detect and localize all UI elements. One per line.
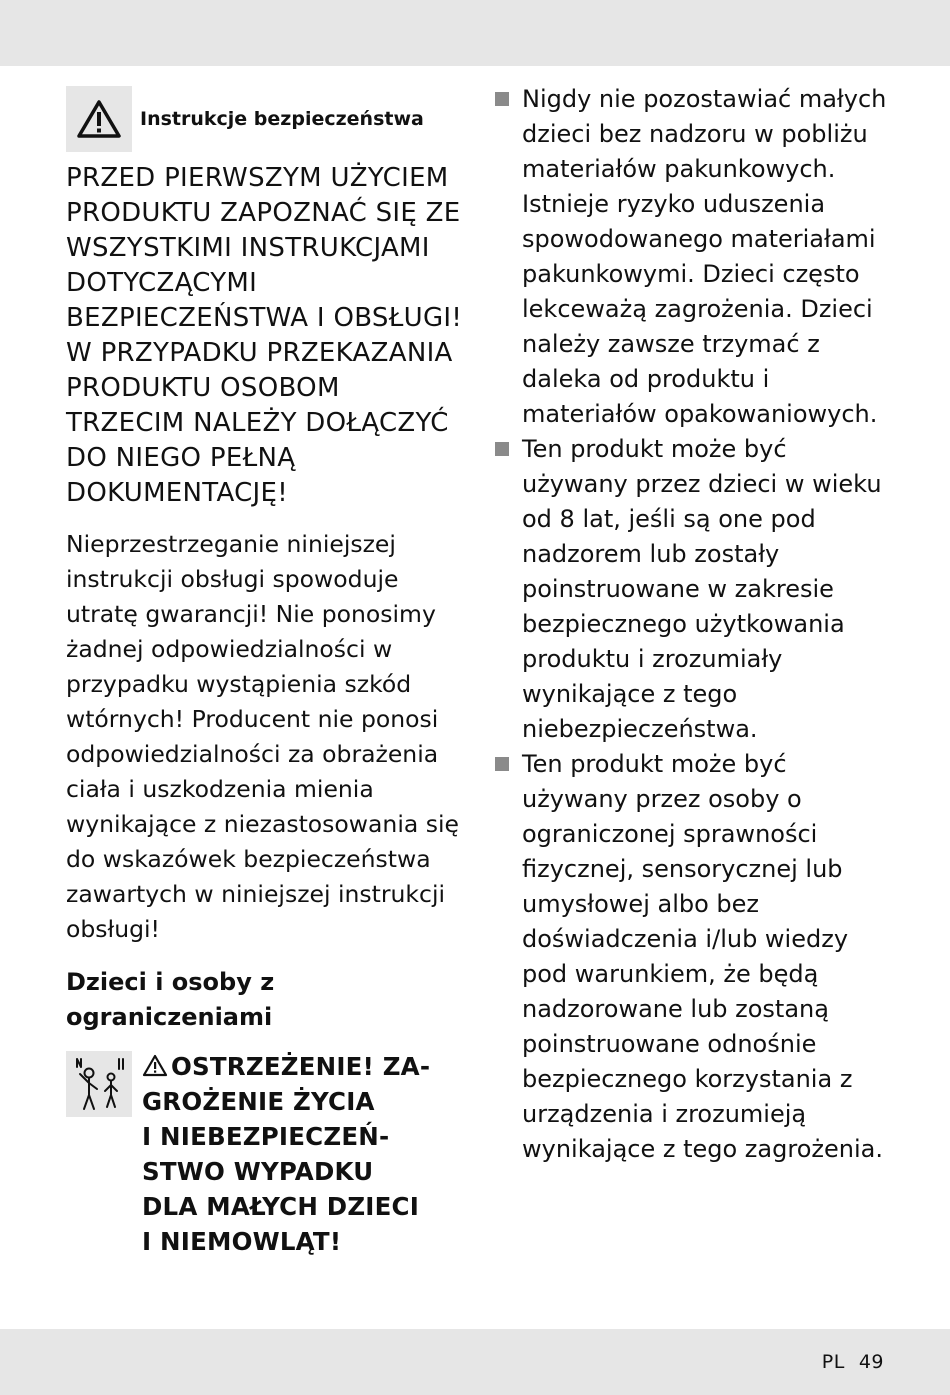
page-footer	[808, 1351, 884, 1373]
bullet-text: Ten produkt może być używany przez osoby o ograniczonej sprawności fizycznej, sensorycznej lub umysłowej albo bez doświadczenia i/lub wiedzy pod warunkiem, że będą nadzorowane lub zostaną poinstruowane odnośnie bezpiecznego korzystania z urządzenia i zrozumieją wynikające z tego zagrożenia.	[522, 750, 883, 1163]
language-code: PL	[821, 1351, 845, 1373]
children-heading: Dzieci i osoby z ograniczeniami	[66, 968, 275, 1031]
bullet-item	[493, 432, 893, 747]
caps-warning: PRZED PIERWSZYM UŻYCIEM PRODUKTU ZAPOZNAĆ SIĘ ZE WSZYSTKIMI INSTRUKCJAMI DOTYCZĄCYMI BEZPIECZEŃSTWA I OBSŁUGI! W PRZYPADKU PRZEKAZANIA PRODUKTU OSOBOM TRZECIM NALEŻY DOŁĄCZYĆ DO NIEGO PEŁNĄ DOKUMENTACJĘ!	[66, 163, 463, 508]
square-bullet-icon	[495, 92, 509, 106]
bullet-text: Nigdy nie pozostawiać małych dzieci bez nadzoru w pobliżu materiałów pakunkowych. Istnieje ryzyko uduszenia spowodowanego materiałami pakunkowymi. Dzieci często lekceważą zagrożenia. Dzieci należy zawsze trzymać z daleka od produktu i materiałów opakowaniowych.	[522, 85, 887, 428]
header-band	[0, 0, 950, 66]
warning-triangle-icon	[76, 99, 122, 139]
square-bullet-icon	[495, 442, 509, 456]
page-number: 49	[858, 1351, 884, 1373]
square-bullet-icon	[495, 757, 509, 771]
bullet-item	[493, 82, 893, 432]
warning-triangle-icon	[142, 1054, 168, 1077]
right-column	[493, 82, 893, 1167]
left-column	[66, 86, 466, 1259]
child-warning-block	[66, 1049, 466, 1259]
safety-title: Instrukcje bezpieczeństwa	[140, 108, 424, 130]
warranty-paragraph: Nieprzestrzeganie niniejszej instrukcji obsługi spowoduje utratę gwarancji! Nie ponosimy żadnej odpowiedzialności w przypadku wystąpienia szkód wtórnych! Producent nie ponosi odpowiedzialności za obrażenia ciała i uszkodzenia mienia wynikające z niezastosowania się do wskazówek bezpieczeństwa zawartych w niniejszej instrukcji obsługi!	[66, 530, 459, 943]
warning-icon-box	[66, 86, 132, 152]
child-icon-box	[66, 1051, 132, 1117]
safety-header	[66, 86, 466, 152]
child-warning-text	[142, 1049, 430, 1259]
bullet-item	[493, 747, 893, 1167]
bullet-text: Ten produkt może być używany przez dzieci w wieku od 8 lat, jeśli są one pod nadzorem lub zostały poinstruowane w zakresie bezpiecznego użytkowania produktu i zrozumiały wynikające z tego niebezpieczeństwa.	[522, 435, 882, 743]
child-supervision-icon	[71, 1053, 127, 1115]
child-warning-label: OSTRZEŻENIE! ZA- GROŻENIE ŻYCIA I NIEBEZPIECZEŃ- STWO WYPADKU DLA MAŁYCH DZIECI I NIEMOWLĄT!	[142, 1052, 431, 1256]
